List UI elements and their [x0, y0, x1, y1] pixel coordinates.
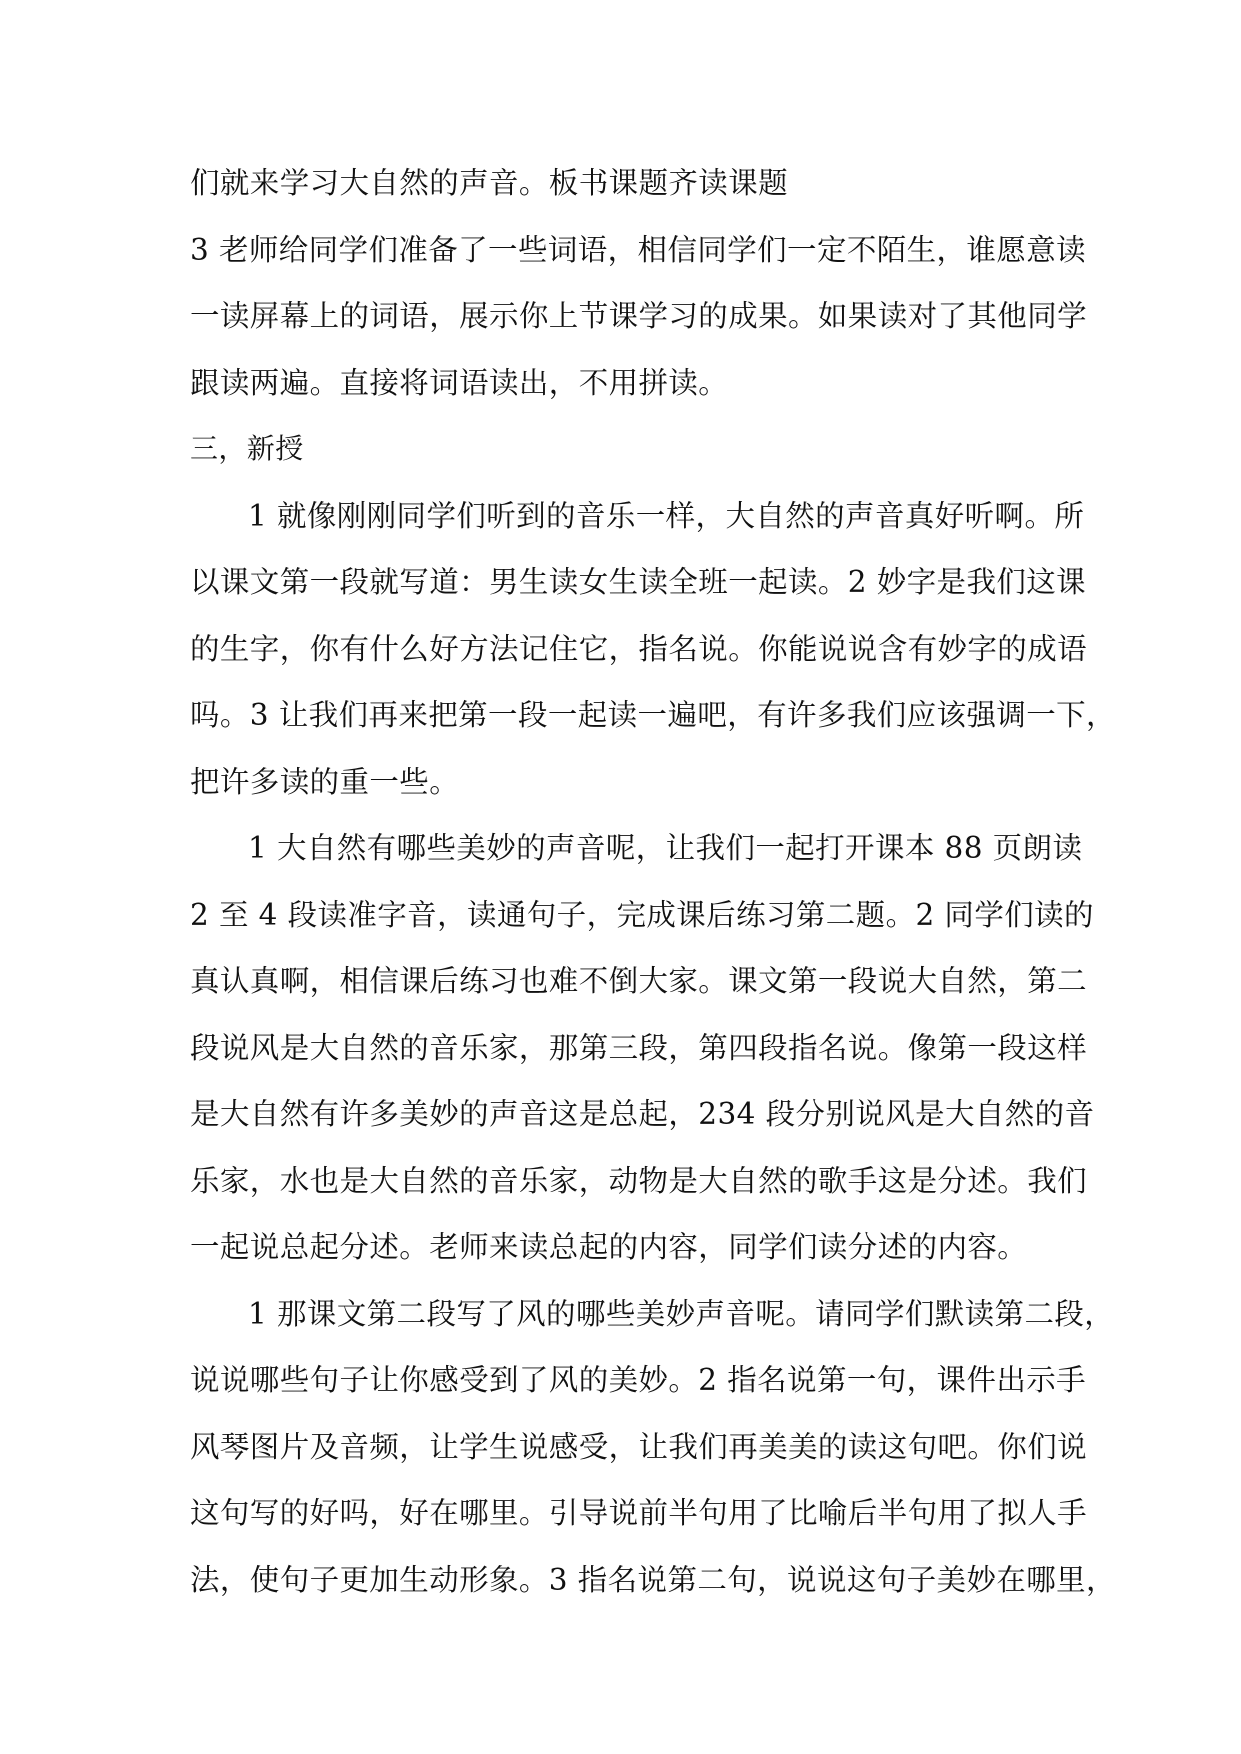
text-line: 的生字，你有什么好方法记住它，指名说。你能说说含有妙字的成语: [190, 631, 1088, 666]
text-line: 2 至 4 段读准字音，读通句子，完成课后练习第二题。2 同学们读的: [190, 897, 1094, 932]
text-line: 乐家，水也是大自然的音乐家，动物是大自然的歌手这是分述。我们: [190, 1163, 1088, 1198]
text-line: 把许多读的重一些。: [190, 764, 460, 799]
document-page: [190, 150, 1116, 1613]
text-line: 1 大自然有哪些美妙的声音呢，让我们一起打开课本 88 页朗读: [248, 831, 1083, 865]
text-line: 1 那课文第二段写了风的哪些美妙声音呢。请同学们默读第二段，: [248, 1296, 1115, 1331]
text-line: 法，使句子更加生动形象。3 指名说第二句，说说这句子美妙在哪里，: [190, 1562, 1116, 1597]
text-line: 吗。3 让我们再来把第一段一起读一遍吧，有许多我们应该强调一下，: [190, 698, 1116, 732]
text-line: 跟读两遍。直接将词语读出，不用拼读。: [190, 365, 729, 400]
text-line: 们就来学习大自然的声音。板书课题齐读课题: [190, 166, 789, 200]
text-line: 是大自然有许多美妙的声音这是总起，234 段分别说风是大自然的音: [190, 1097, 1095, 1131]
text-line: 风琴图片及音频，让学生说感受，让我们再美美的读这句吧。你们说: [190, 1429, 1088, 1464]
text-line: 段说风是大自然的音乐家，那第三段，第四段指名说。像第一段这样: [190, 1030, 1088, 1065]
text-line: 这句写的好吗，好在哪里。引导说前半句用了比喻后半句用了拟人手: [190, 1496, 1088, 1530]
text-line: 一读屏幕上的词语，展示你上节课学习的成果。如果读对了其他同学: [190, 299, 1088, 333]
section-heading: 三，新授: [190, 432, 304, 465]
text-line: 真认真啊，相信课后练习也难不倒大家。课文第一段说大自然，第二: [190, 964, 1088, 998]
text-line: 一起说总起分述。老师来读总起的内容，同学们读分述的内容。: [190, 1230, 1028, 1264]
text-line: 3 老师给同学们准备了一些词语，相信同学们一定不陌生，谁愿意读: [190, 232, 1087, 267]
text-line: 以课文第一段就写道：男生读女生读全班一起读。2 妙字是我们这课: [190, 565, 1087, 599]
text-line: 说说哪些句子让你感受到了风的美妙。2 指名说第一句，课件出示手: [190, 1363, 1087, 1397]
text-line: 1 就像刚刚同学们听到的音乐一样，大自然的声音真好听啊。所: [248, 498, 1085, 533]
